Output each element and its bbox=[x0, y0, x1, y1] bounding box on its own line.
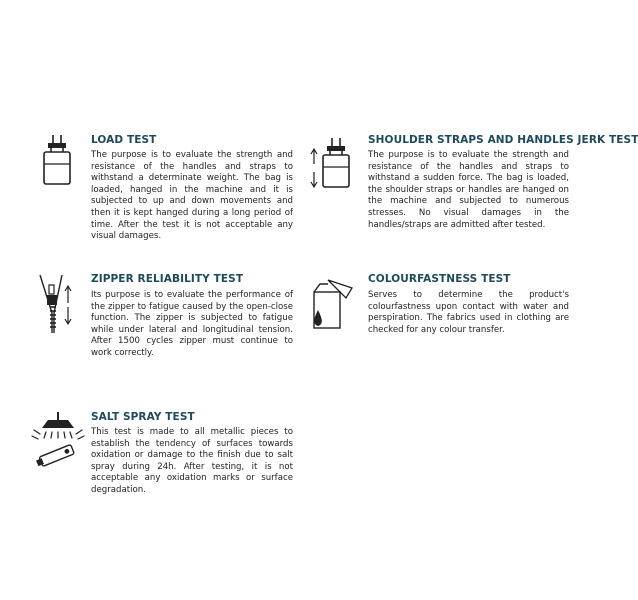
colourfastness-icon bbox=[306, 278, 352, 338]
section-title: LOAD TEST bbox=[91, 134, 157, 146]
salt-spray-icon bbox=[28, 412, 74, 472]
section-text: Its purpose is to evaluate the performance of the zipper to fatigue caused by the open-close function. The zipper is subjected to fatigue while under lateral and longitudinal tension. After 1500 cycles zipper must continue to work correctly. bbox=[91, 290, 293, 358]
section-title: ZIPPER RELIABILITY TEST bbox=[91, 273, 244, 285]
bag-jerk-icon bbox=[306, 136, 352, 196]
section-title: SALT SPRAY TEST bbox=[91, 411, 195, 423]
zipper-icon bbox=[34, 273, 80, 333]
section-text: The purpose is to evaluate the strength and resistance of the handles and straps to withstand a sudden force. The bag is loaded, the shoulder straps or handles are hanged on the machine and subjected to numerous stresses. No visual damages in the handles/straps are admitted after tested. bbox=[368, 150, 569, 230]
section-title: COLOURFASTNESS TEST bbox=[368, 273, 511, 285]
section-text: Serves to determine the product's colourfastness upon contact with water and perspiration. The fabrics used in clothing are checked for any colour transfer. bbox=[368, 290, 569, 335]
section-text: The purpose is to evaluate the strength and resistance of the handles and straps to withstand a determinate weight. The bag is loaded, hanged in the machine and it is subjected to up and down movements and then it is kept hanged during a long period of time. After the test it is not acceptable any visual damages. bbox=[91, 150, 293, 242]
section-title: SHOULDER STRAPS AND HANDLES JERK TEST bbox=[368, 134, 638, 146]
bag-load-icon bbox=[37, 133, 83, 193]
section-text: This test is made to all metallic pieces to establish the tendency of surfaces towards oxidation or damage to the finish due to salt spray during 24h. After testing, it is not acceptable any oxidation marks or surface degradation. bbox=[91, 427, 293, 495]
